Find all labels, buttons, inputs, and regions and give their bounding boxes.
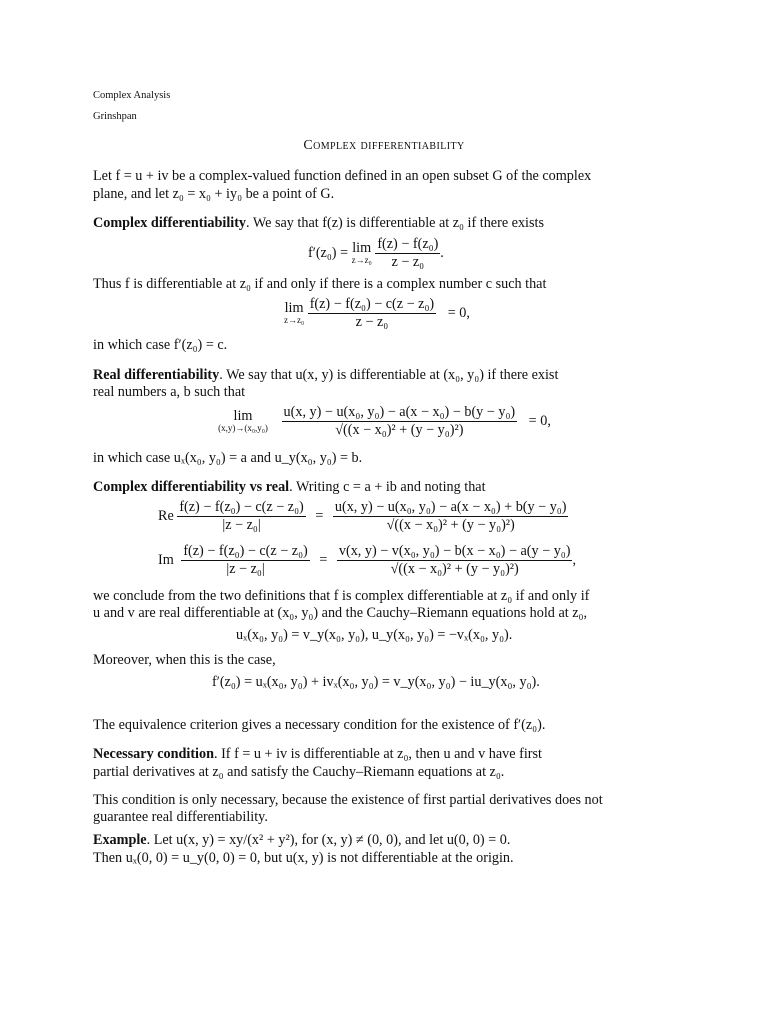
imag-part-formula: Im $\frac{\text{f(z) − f(z₀) − c(z − z₀)}}{\text{|z − z₀|}}$ = $\frac{\text{v(x, y) − v(x₀, y₀) − b(x − x₀) − a(y − y₀)}}{\text{√((x − x₀)² + (y − y₀)²)}}$ , xyxy=(158,543,577,577)
course-name: Complex Analysis xyxy=(93,90,171,101)
derivative-expression: f′(z₀) = uₓ(x₀, y₀) + ivₓ(x₀, y₀) = v_y(x₀, y₀) − iu_y(x₀, y₀). xyxy=(212,674,540,690)
cauchy-riemann-equations: uₓ(x₀, y₀) = v_y(x₀, y₀), u_y(x₀, y₀) = −vₓ(x₀, y₀). xyxy=(236,627,513,643)
complex-diff-text: . We say that f(z) is differentiable at z₀ if there exists xyxy=(246,215,544,231)
only-necessary-line-1: This condition is only necessary, because the existence of first partial derivatives does not xyxy=(93,792,603,808)
in-which-case-complex: in which case f′(z₀) = c. xyxy=(93,337,228,353)
equivalence-line: The equivalence criterion gives a necessary condition for the existence of f′(z₀). xyxy=(93,717,546,733)
im-rhs-quotient: $\frac{\text{v(x, y) − v(x₀, y₀) − b(x − x₀) − a(y − y₀)}}{\text{√((x − x₀)² + (y − y₀)²)}}$ xyxy=(338,543,571,577)
equals-zero: = 0, xyxy=(447,304,470,321)
intro-line-1: Let f = u + iv be a complex-valued function defined in an open subset G of the complex xyxy=(93,168,592,184)
re-rhs-quotient: $\frac{\text{u(x, y) − u(x₀, y₀) − a(x − x₀) + b(y − y₀)}}{\text{√((x − x₀)² + (y − y₀)²)}}$ xyxy=(334,499,567,533)
thus-line: Thus f is differentiable at z₀ if and only if there is a complex number c such that xyxy=(93,276,547,292)
limit-operator: lim z→z₀ xyxy=(351,239,372,265)
real-part-formula: Re $\frac{\text{f(z) − f(z₀) − c(z − z₀)}}{\text{|z − z₀|}}$ = $\frac{\text{u(x, y) − u(x₀, y₀) − a(x − x₀) + b(y − y₀)}}{\text{√((x − x₀)² + (y − y₀)²)}}$ xyxy=(158,499,567,533)
in-which-case-real: in which case uₓ(x₀, y₀) = a and u_y(x₀, y₀) = b. xyxy=(93,450,363,466)
real-diff-heading: Real differentiability xyxy=(93,367,220,383)
necessary-text: . If f = u + iv is differentiable at z₀, then u and v have first xyxy=(213,746,542,762)
real-diff-paragraph xyxy=(93,366,703,384)
real-limit-formula xyxy=(208,404,551,439)
necessary-paragraph xyxy=(93,745,703,763)
real-diff-text: . We say that u(x, y) is differentiable at (x₀, y₀) if there exist xyxy=(219,367,559,383)
limit-operator: lim z→z₀ xyxy=(284,299,305,325)
intro-line-2: plane, and let z₀ = x₀ + iy₀ be a point of G. xyxy=(93,186,335,202)
example-paragraph xyxy=(93,831,703,849)
example-text: . Let u(x, y) = xy/(x² + y²), for (x, y) ≠ (0, 0), and let u(0, 0) = 0. xyxy=(146,832,511,848)
re-operator: Re xyxy=(158,507,174,524)
only-necessary-line-2: guarantee real differentiability. xyxy=(93,809,268,825)
re-lhs-quotient: $\frac{\text{f(z) − f(z₀) − c(z − z₀)}}{\text{|z − z₀|}}$ xyxy=(179,499,304,533)
example-line-2: Then uₓ(0, 0) = u_y(0, 0) = 0, but u(x, y) is not differentiable at the origin. xyxy=(93,850,514,866)
im-lhs-quotient: $\frac{\text{f(z) − f(z₀) − c(z − z₀)}}{\text{|z − z₀|}}$ xyxy=(183,543,308,577)
im-operator: Im xyxy=(158,551,174,568)
conclude-line-1: we conclude from the two definitions that f is complex differentiable at z₀ if and only if xyxy=(93,588,590,604)
real-quotient: $\frac{\text{u(x, y) − u(x₀, y₀) − a(x − x₀) − b(y − y₀)}}{\text{√((x − x₀)² + (y − y₀)²)}}$ xyxy=(283,404,516,438)
cvr-heading: Complex differentiability vs real xyxy=(93,479,290,495)
limit-operator: lim (x,y)→(x₀,y₀) xyxy=(218,407,268,433)
moreover-line: Moreover, when this is the case, xyxy=(93,652,276,668)
complex-diff-heading: Complex differentiability xyxy=(93,215,247,231)
complex-limit-formula xyxy=(284,296,470,331)
derivative-formula: f′(z₀) = lim z→z₀ $\frac{\text{f(z) − f(z₀)}}{\text{z − z₀}}$ . xyxy=(308,236,444,270)
cvr-paragraph xyxy=(93,478,703,496)
author-name: Grinshpan xyxy=(93,111,137,122)
real-numbers-line: real numbers a, b such that xyxy=(93,384,246,400)
derivative-lhs: f′(z₀) = xyxy=(308,244,352,261)
equals-zero: = 0, xyxy=(528,412,551,429)
cvr-text: . Writing c = a + ib and noting that xyxy=(289,479,486,495)
page-title: Complex differentiability xyxy=(303,138,465,153)
conclude-line-2: u and v are real differentiable at (x₀, y₀) and the Cauchy–Riemann equations hold at z₀, xyxy=(93,605,588,621)
complex-quotient: $\frac{\text{f(z) − f(z₀) − c(z − z₀)}}{\text{z − z₀}}$ xyxy=(309,296,435,330)
necessary-heading: Necessary condition xyxy=(93,746,214,762)
complex-diff-paragraph xyxy=(93,214,703,232)
necessary-line-2: partial derivatives at z₀ and satisfy the Cauchy–Riemann equations at z₀. xyxy=(93,764,505,780)
difference-quotient: $\frac{\text{f(z) − f(z₀)}}{\text{z − z₀}}$ xyxy=(377,236,439,270)
example-heading: Example xyxy=(93,832,147,848)
